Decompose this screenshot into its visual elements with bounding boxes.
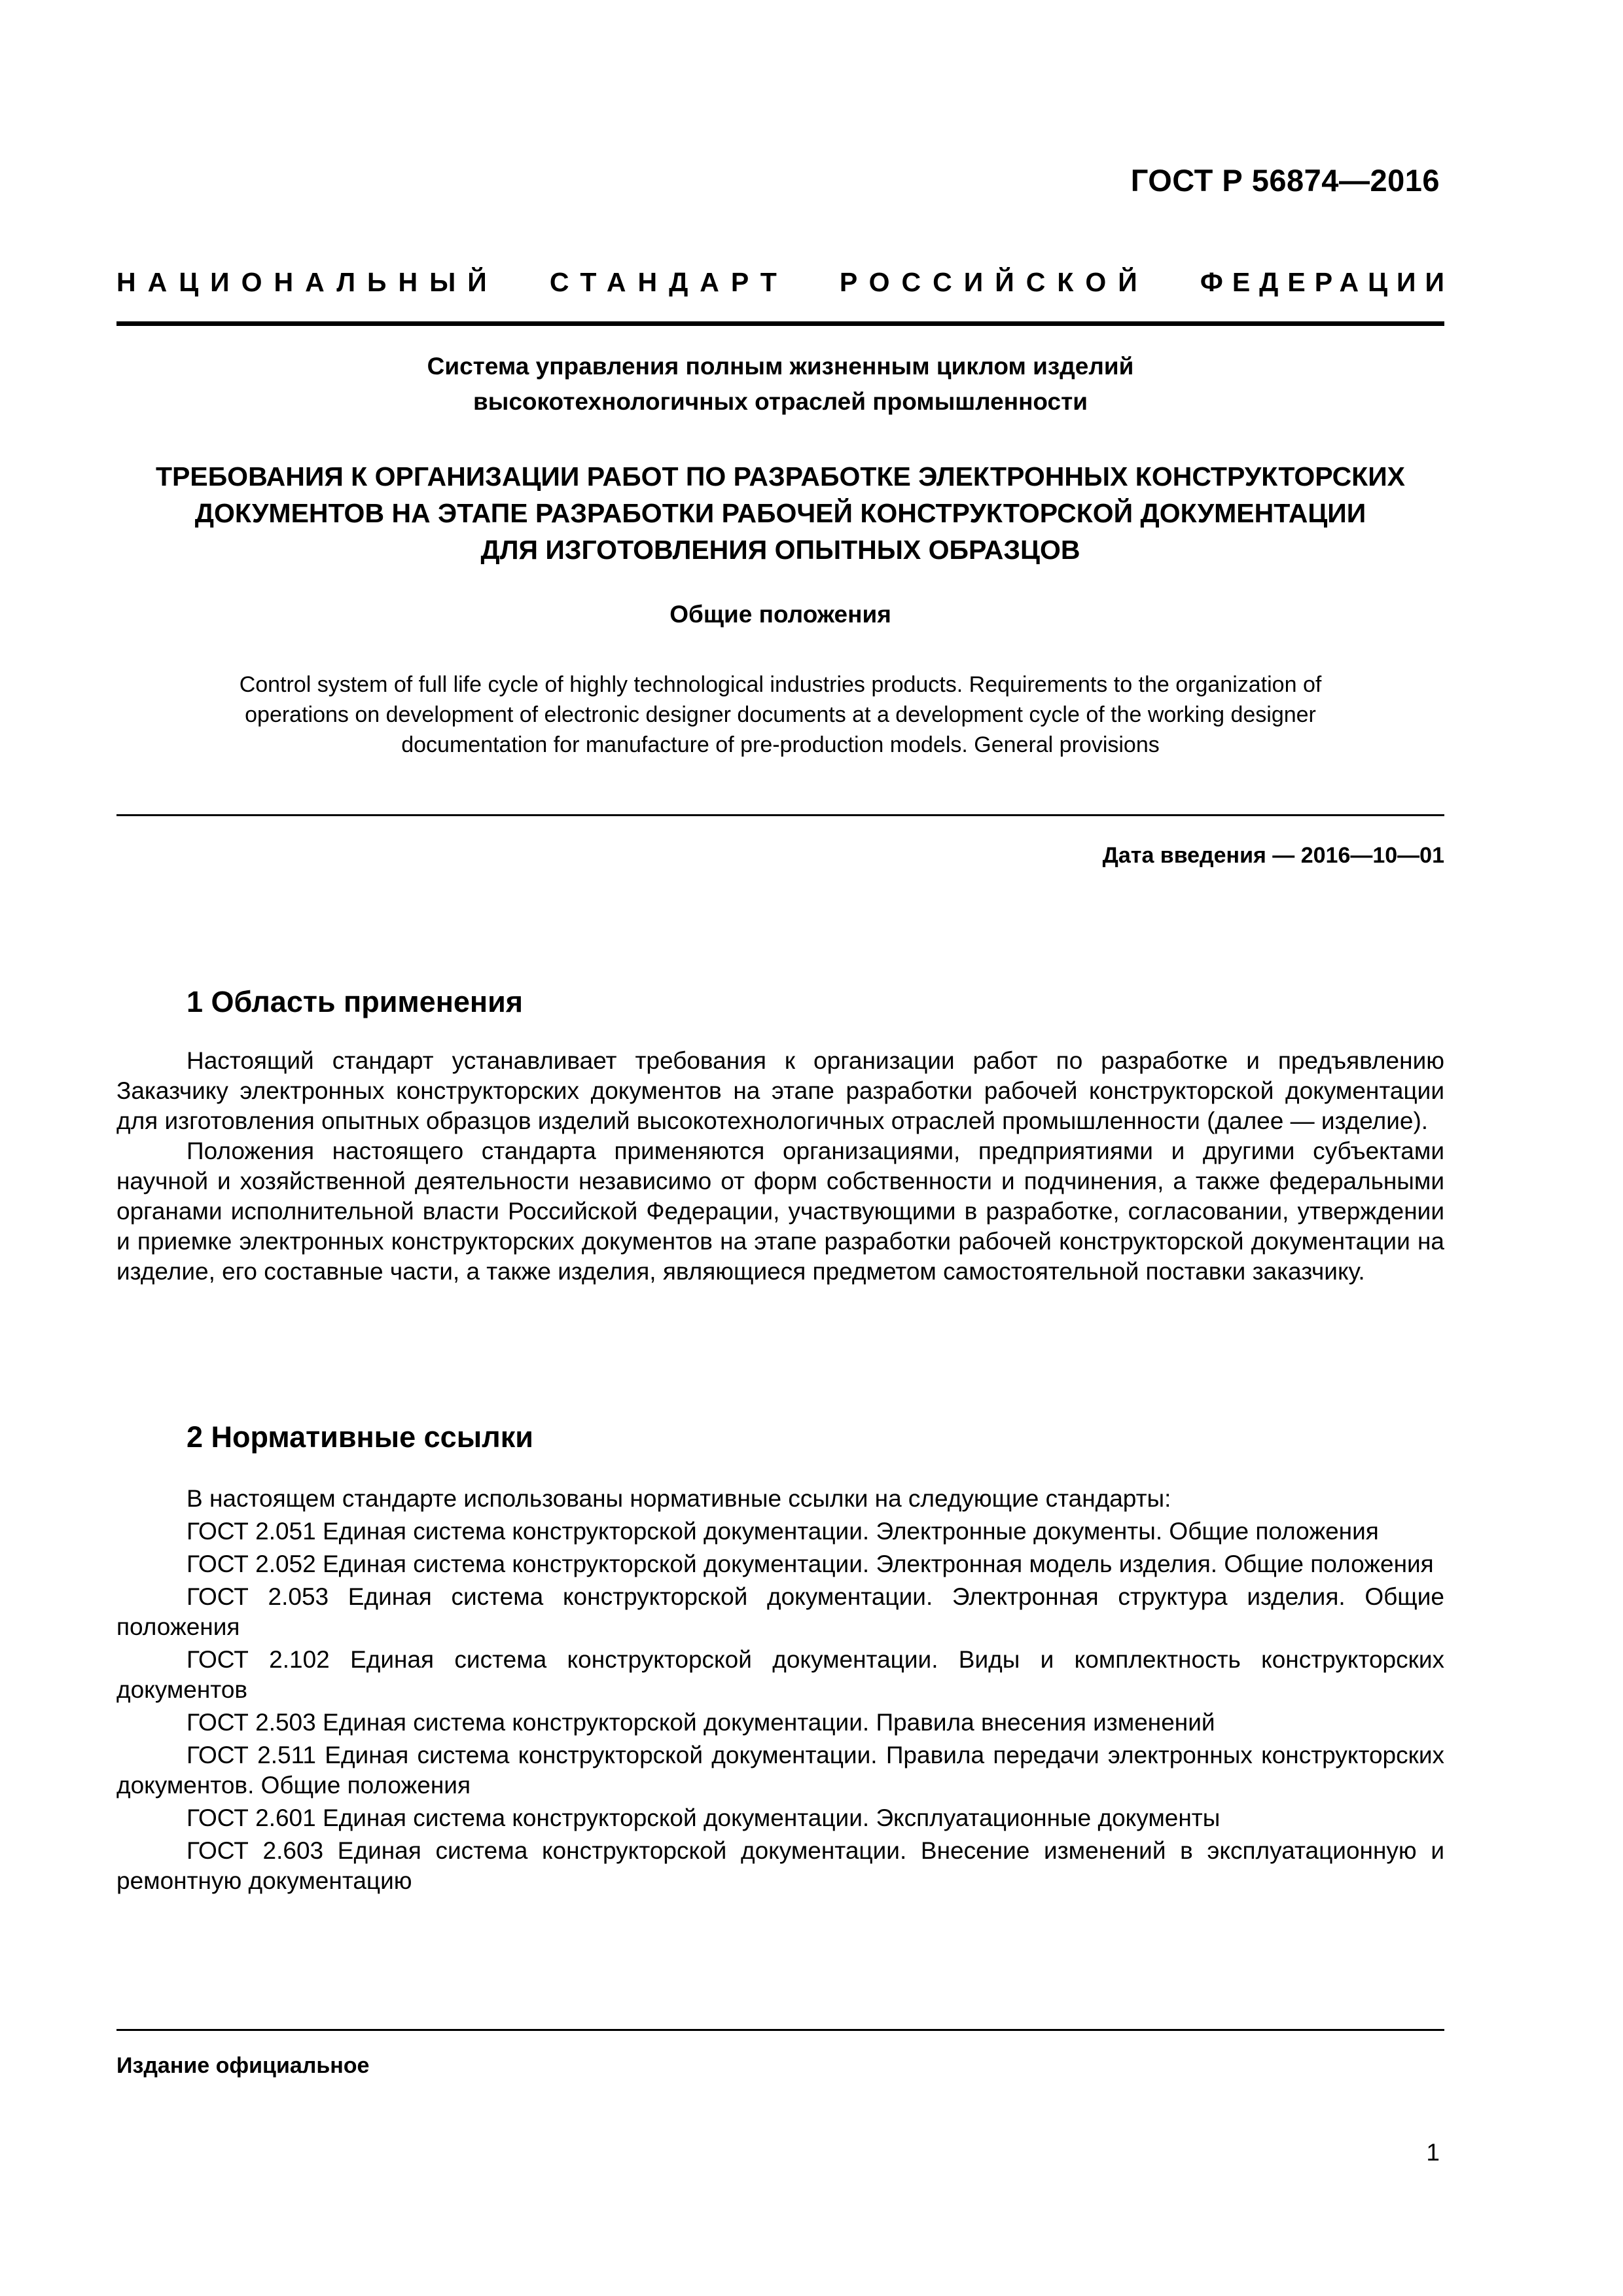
introduction-date: Дата введения — 2016—10—01 bbox=[1102, 843, 1444, 868]
paragraph: Положения настоящего стандарта применяются организациями, предприятиями и другими субъектами научной и хозяйственной деятельности независимо от форм собственности и подчинения, а также федеральными органами исполнительной власти Российской Федерации, участвующими в разработке, согласовании, утверждении и приемке электронных конструкторских документов на этапе разработки рабочей конструкторской документации на изделие, его составные части, а также изделия, являющиеся предметом самостоятельной поставки заказчику. bbox=[116, 1138, 1444, 1285]
main-title bbox=[116, 458, 1444, 568]
main-title-line: ДОКУМЕНТОВ НА ЭТАПЕ РАЗРАБОТКИ РАБОЧЕЙ КОНСТРУКТОРСКОЙ ДОКУМЕНТАЦИИ bbox=[194, 498, 1366, 528]
english-title-line: operations on development of electronic designer documents at a development cycle of the working designer bbox=[245, 702, 1316, 727]
reference-item: ГОСТ 2.052 Единая система конструкторской документации. Электронная модель изделия. Общие положения bbox=[187, 1551, 1434, 1577]
reference-item: ГОСТ 2.051 Единая система конструкторской документации. Электронные документы. Общие положения bbox=[187, 1518, 1379, 1545]
national-title-word: НАЦИОНАЛЬНЫЙ bbox=[116, 267, 499, 297]
page-number: 1 bbox=[1426, 2139, 1440, 2166]
header-divider bbox=[116, 321, 1444, 326]
subtitle: Общие положения bbox=[669, 601, 891, 628]
main-title-line: ТРЕБОВАНИЯ К ОРГАНИЗАЦИИ РАБОТ ПО РАЗРАБОТКЕ ЭЛЕКТРОННЫХ КОНСТРУКТОРСКИХ bbox=[155, 461, 1406, 492]
section-1-heading: 1 Область применения bbox=[187, 985, 524, 1018]
english-title bbox=[116, 670, 1444, 760]
english-title-line: documentation for manufacture of pre-production models. General provisions bbox=[401, 732, 1160, 757]
reference-item: ГОСТ 2.601 Единая система конструкторской документации. Эксплуатационные документы bbox=[187, 1804, 1221, 1831]
paragraph: В настоящем стандарте использованы нормативные ссылки на следующие стандарты: bbox=[187, 1485, 1171, 1512]
reference-item: ГОСТ 2.511 Единая система конструкторской документации. Правила передачи электронных конструкторских документов. Общие положения bbox=[116, 1742, 1444, 1799]
reference-item: ГОСТ 2.603 Единая система конструкторской документации. Внесение изменений в эксплуатационную и ремонтную документацию bbox=[116, 1837, 1444, 1894]
system-title-line: высокотехнологичных отраслей промышленности bbox=[473, 388, 1088, 415]
reference-item: ГОСТ 2.102 Единая система конструкторской документации. Виды и комплектность конструкторских документов bbox=[116, 1646, 1444, 1703]
english-title-line: Control system of full life cycle of highly technological industries products. Requirements to the organization of bbox=[239, 672, 1322, 697]
national-title-word: РОССИЙСКОЙ bbox=[839, 267, 1149, 297]
main-title-line: ДЛЯ ИЗГОТОВЛЕНИЯ ОПЫТНЫХ ОБРАЗЦОВ bbox=[480, 535, 1080, 565]
paragraph: Настоящий стандарт устанавливает требования к организации работ по разработке и предъявлению Заказчику электронных конструкторских документов на этапе разработки рабочей конструкторской документации для изготовления опытных образцов изделий высокотехнологичных отраслей промышленности (далее — изделие). bbox=[116, 1047, 1444, 1134]
national-title-word: ФЕДЕРАЦИИ bbox=[1200, 267, 1454, 297]
section-1-body bbox=[116, 1046, 1444, 1287]
system-title-line: Система управления полным жизненным циклом изделий bbox=[427, 353, 1134, 380]
footer-divider bbox=[116, 2029, 1444, 2031]
edition-label: Издание официальное bbox=[116, 2053, 370, 2078]
reference-item: ГОСТ 2.053 Единая система конструкторской документации. Электронная структура изделия. Общие положения bbox=[116, 1583, 1444, 1640]
title-divider bbox=[116, 814, 1444, 816]
section-2-body bbox=[116, 1484, 1444, 1899]
section-2-heading: 2 Нормативные ссылки bbox=[187, 1420, 533, 1454]
reference-item: ГОСТ 2.503 Единая система конструкторской документации. Правила внесения изменений bbox=[187, 1709, 1215, 1736]
national-standard-title bbox=[116, 267, 1454, 298]
system-title bbox=[116, 349, 1444, 420]
national-title-word: СТАНДАРТ bbox=[549, 267, 789, 297]
document-code: ГОСТ Р 56874—2016 bbox=[1130, 163, 1440, 198]
